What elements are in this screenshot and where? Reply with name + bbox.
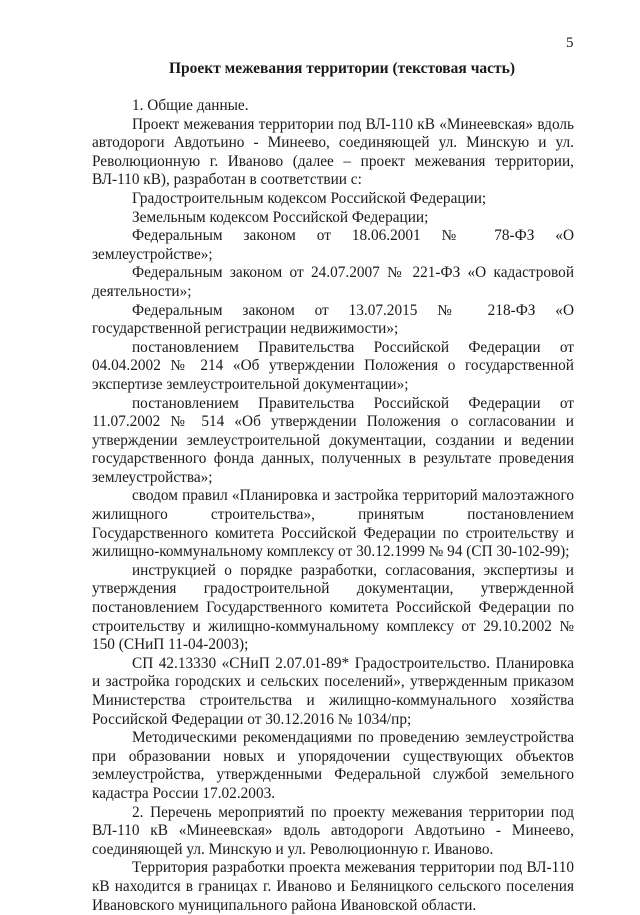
legal-basis-item: сводом правил «Планировка и застройка территорий малоэтажного жилищного строительства», принятым постановлением Государственного комитета Российской Федерации по строительству и жилищно-коммунальному комплексу от 30.12.1999 № 94 (СП 30-102-99); <box>92 487 574 561</box>
legal-basis-item: Федеральным законом от 24.07.2007 № 221-ФЗ «О кадастровой деятельности»; <box>92 264 574 300</box>
page-number: 5 <box>566 35 574 51</box>
legal-basis-item: Федеральным законом от 18.06.2001 № 78-ФЗ «О землеустройстве»; <box>92 227 574 263</box>
legal-basis-item: Градостроительным кодексом Российской Федерации; <box>132 189 487 207</box>
legal-basis-item: Методическими рекомендациями по проведению землеустройства при образовании новых и упорядочении существующих объектов землеустройства, утвержденными Федеральной службой земельного кадастра России 17.02.2003. <box>92 729 574 802</box>
legal-basis-item: инструкцией о порядке разработки, согласования, экспертизы и утверждения градостроительной документации, утвержденной постановлением Государственного комитета Российской Федерации по строительству и жилищно-коммунальному комплексу от 29.10.2002 № 150 (СНиП 11-04-2003); <box>92 561 574 654</box>
document-title: Проект межевания территории (текстовая часть) <box>168 60 516 77</box>
legal-basis-item: Федеральным законом от 13.07.2015 № 218-ФЗ «О государственной регистрации недвижимости»; <box>92 301 574 338</box>
paragraph-intro: Проект межевания территории под ВЛ-110 кВ «Минеевская» вдоль автодороги Авдотьино - Минеево, соединяющей ул. Минскую и ул. Революционную г. Иваново (далее – проект межевания территории, ВЛ-110 кВ), разработан в соответствии с: <box>92 115 574 189</box>
section-heading-general: 1. Общие данные. <box>132 97 249 114</box>
section-heading-measures: 2. Перечень мероприятий по проекту межевания территории под ВЛ-110 кВ «Минеевская» вдоль автодороги Авдотьино - Минеево, соединяющей ул. Минскую и ул. Революционную г. Иваново. <box>92 803 574 858</box>
document-body <box>92 97 574 915</box>
legal-basis-item: постановлением Правительства Российской Федерации от 04.04.2002 № 214 «Об утверждении Положения о государственной экспертизе землеустроительной документации»; <box>92 338 574 393</box>
legal-basis-item: постановлением Правительства Российской Федерации от 11.07.2002 № 514 «Об утверждении Положения о согласовании и утверждении землеустроительной документации, создании и ведении государственного фонда данных, полученных в результате проведения землеустройства»; <box>92 394 574 486</box>
legal-basis-item: Земельным кодексом Российской Федерации; <box>132 208 429 226</box>
legal-basis-item: СП 42.13330 «СНиП 2.07.01-89* Градостроительство. Планировка и застройка городских и сельских поселений», утвержденным приказом Министерства строительства и жилищно-коммунального хозяйства Российской Федерации от 30.12.2016 № 1034/пр; <box>92 654 574 728</box>
paragraph-territory: Территория разработки проекта межевания территории под ВЛ-110 кВ находится в границах г. Иваново и Беляницкого сельского поселения Ивановского муниципального района Ивановской области. <box>92 859 574 914</box>
